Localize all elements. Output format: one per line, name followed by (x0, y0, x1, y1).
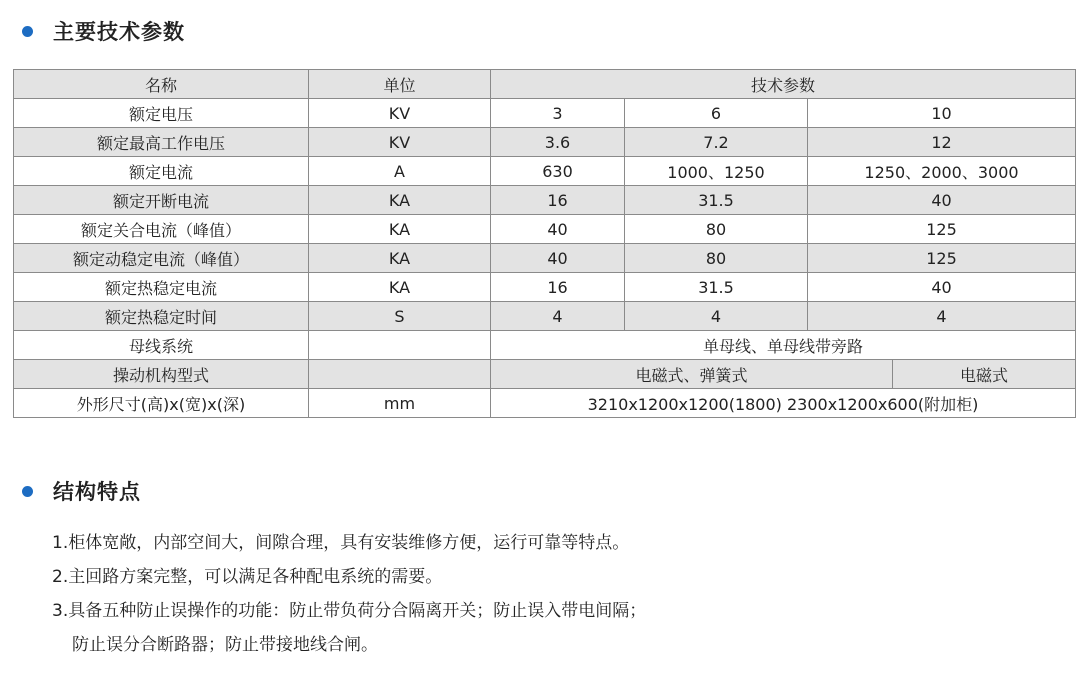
specs-section-title: 主要技术参数 (53, 20, 185, 44)
row-value-3: 40 (808, 273, 1076, 302)
table-row (14, 157, 1076, 186)
row-value-3: 125 (808, 215, 1076, 244)
row-unit: KA (309, 215, 491, 244)
table-row (14, 244, 1076, 273)
table-row (14, 128, 1076, 157)
row-value-3: 40 (808, 186, 1076, 215)
dimensions-unit: mm (309, 389, 491, 418)
feature-item-3: 3.具备五种防止误操作的功能：防止带负荷分合隔离开关；防止误入带电间隔； (52, 601, 647, 621)
row-value-1: 40 (491, 244, 625, 273)
row-value-3: 12 (808, 128, 1076, 157)
mechanism-unit (309, 360, 491, 389)
row-value-3: 125 (808, 244, 1076, 273)
row-unit: KA (309, 186, 491, 215)
row-value-2: 80 (625, 215, 808, 244)
dimensions-row (14, 389, 1076, 418)
row-value-2: 4 (625, 302, 808, 331)
header-params: 技术参数 (491, 70, 1076, 99)
row-value-3: 4 (808, 302, 1076, 331)
header-name: 名称 (14, 70, 309, 99)
mechanism-name: 操动机构型式 (14, 360, 309, 389)
busbar-unit (309, 331, 491, 360)
table-row (14, 99, 1076, 128)
mechanism-value-b: 电磁式 (893, 360, 1076, 389)
row-unit: KA (309, 244, 491, 273)
row-value-3: 10 (808, 99, 1076, 128)
table-row (14, 302, 1076, 331)
feature-item-1: 1.柜体宽敞，内部空间大，间隙合理，具有安装维修方便，运行可靠等特点。 (52, 533, 630, 553)
table-header-row (14, 70, 1076, 99)
busbar-name: 母线系统 (14, 331, 309, 360)
row-name: 额定关合电流（峰值） (14, 215, 309, 244)
feature-item-3-continued: 防止误分合断路器；防止带接地线合闸。 (72, 635, 378, 655)
row-unit: KA (309, 273, 491, 302)
row-name: 额定动稳定电流（峰值） (14, 244, 309, 273)
row-value-1: 630 (491, 157, 625, 186)
row-value-2: 31.5 (625, 186, 808, 215)
row-name: 额定最高工作电压 (14, 128, 309, 157)
row-unit: KV (309, 128, 491, 157)
row-value-1: 16 (491, 273, 625, 302)
mechanism-value-a: 电磁式、弹簧式 (491, 360, 893, 389)
header-unit: 单位 (309, 70, 491, 99)
row-name: 额定电流 (14, 157, 309, 186)
row-value-1: 3.6 (491, 128, 625, 157)
row-value-1: 3 (491, 99, 625, 128)
row-value-1: 40 (491, 215, 625, 244)
table-row (14, 215, 1076, 244)
bullet-icon (22, 26, 33, 37)
busbar-row (14, 331, 1076, 360)
row-value-2: 80 (625, 244, 808, 273)
row-name: 额定开断电流 (14, 186, 309, 215)
features-list (52, 526, 646, 662)
row-unit: KV (309, 99, 491, 128)
row-value-2: 7.2 (625, 128, 808, 157)
busbar-value: 单母线、单母线带旁路 (491, 331, 1076, 360)
specs-section-header (22, 16, 185, 46)
row-name: 额定热稳定时间 (14, 302, 309, 331)
dimensions-name: 外形尺寸(高)x(宽)x(深) (14, 389, 309, 418)
row-value-1: 16 (491, 186, 625, 215)
row-value-2: 31.5 (625, 273, 808, 302)
row-unit: S (309, 302, 491, 331)
row-value-2: 1000、1250 (625, 157, 808, 186)
bullet-icon (22, 486, 33, 497)
row-name: 额定热稳定电流 (14, 273, 309, 302)
structure-section-title: 结构特点 (53, 480, 141, 504)
row-value-2: 6 (625, 99, 808, 128)
row-name: 额定电压 (14, 99, 309, 128)
feature-item-2: 2.主回路方案完整，可以满足各种配电系统的需要。 (52, 567, 443, 587)
table-row (14, 273, 1076, 302)
spec-table (13, 69, 1076, 418)
row-unit: A (309, 157, 491, 186)
structure-section-header (22, 476, 141, 506)
dimensions-value: 3210x1200x1200(1800) 2300x1200x600(附加柜) (491, 389, 1076, 418)
row-value-1: 4 (491, 302, 625, 331)
table-row (14, 186, 1076, 215)
mechanism-row (14, 360, 1076, 389)
row-value-3: 1250、2000、3000 (808, 157, 1076, 186)
